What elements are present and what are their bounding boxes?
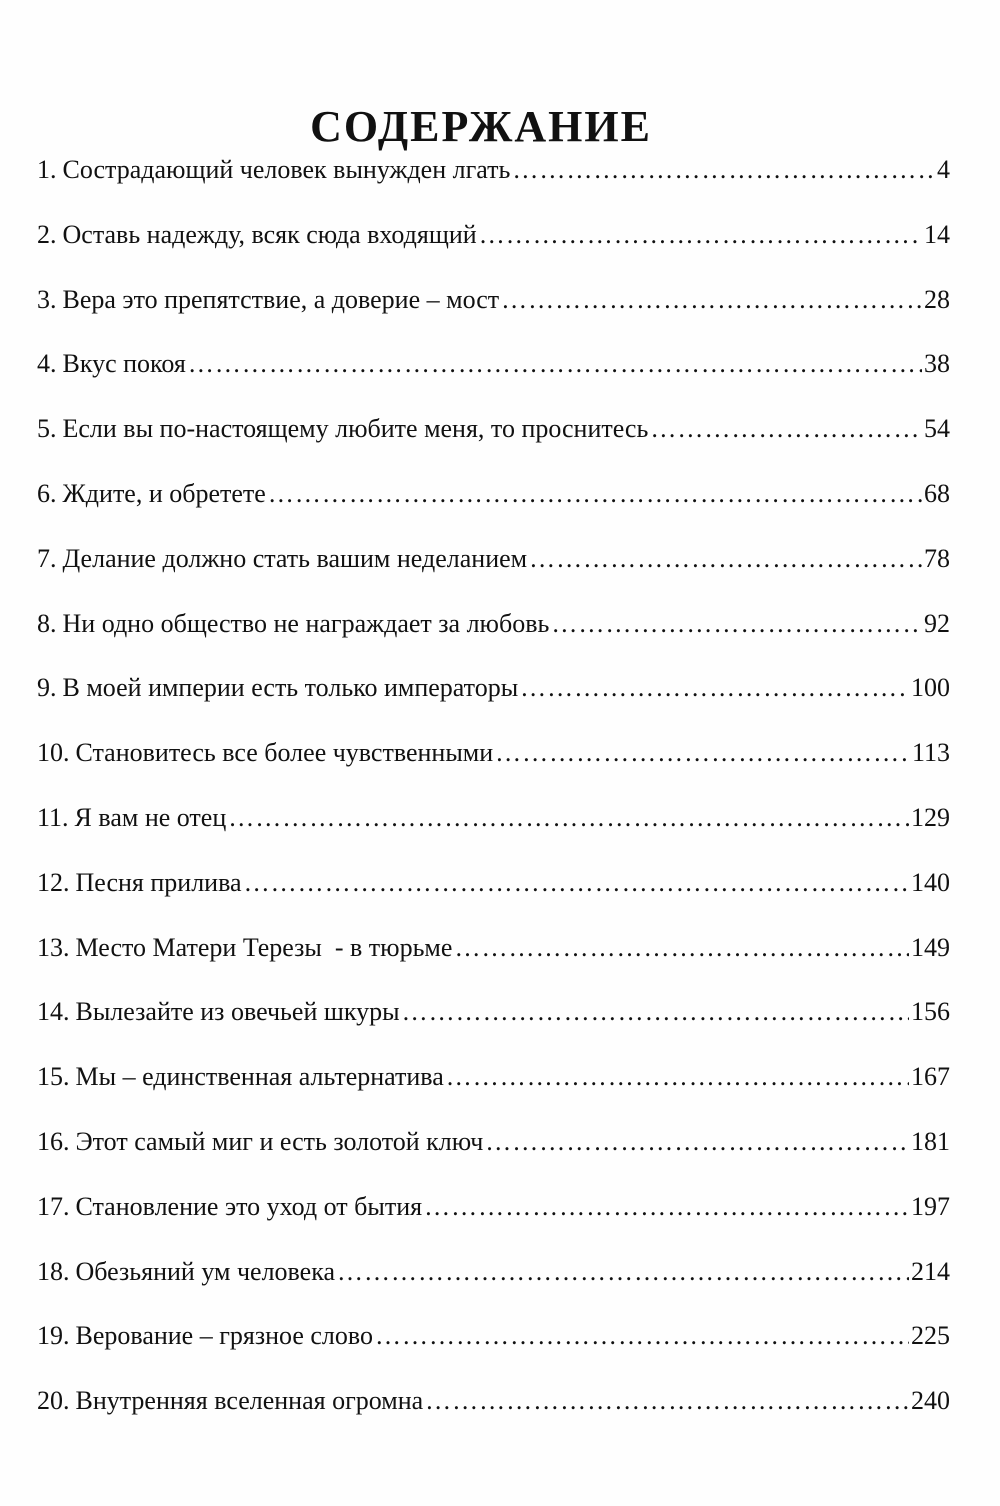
toc-entry-number: 7.	[37, 543, 57, 573]
toc-entry-title: Место Матери Терезы - в тюрьме	[75, 932, 453, 962]
toc-entry	[37, 150, 950, 215]
toc-entry-title: Этот самый миг и есть золотой ключ	[75, 1126, 484, 1156]
toc-entry-title: Делание должно стать вашим неделанием	[62, 543, 528, 573]
toc-entry-title: Верование – грязное слово	[75, 1321, 374, 1351]
dot-leader	[454, 928, 909, 968]
toc-entry-title: Сострадающий человек вынужден лгать	[62, 155, 511, 184]
toc-entry	[37, 409, 950, 474]
toc-entry	[37, 1187, 950, 1252]
dot-leader	[337, 1252, 909, 1292]
dot-leader	[402, 992, 909, 1032]
toc-entry-number: 5.	[37, 414, 57, 444]
dot-leader	[446, 1057, 909, 1097]
dot-leader	[228, 798, 909, 838]
toc-entry	[37, 1122, 950, 1187]
toc-entry-number: 12.	[37, 867, 70, 897]
toc-entry-title: Если вы по-настоящему любите меня, то проснитесь	[62, 414, 649, 444]
dot-leader	[244, 863, 909, 903]
toc-entry	[37, 474, 950, 539]
toc-entry	[37, 798, 950, 863]
dot-leader	[188, 344, 922, 384]
toc-entry-number: 13.	[37, 932, 70, 962]
toc-entry-page: 225	[911, 1321, 950, 1351]
toc-entry-number: 1.	[37, 155, 57, 184]
toc-entry-page: 167	[911, 1062, 950, 1092]
dot-leader	[551, 604, 922, 644]
dot-leader	[512, 150, 935, 190]
toc-entry-title: Внутренняя вселенная огромна	[75, 1386, 424, 1416]
dot-leader	[375, 1316, 909, 1356]
toc-entry-page: 129	[911, 802, 950, 832]
dot-leader	[650, 409, 922, 449]
toc-entry-title: Ждите, и обретете	[62, 478, 266, 508]
toc-entry-title: Вера это препятствие, а доверие – мост	[62, 284, 500, 314]
toc-entry	[37, 215, 950, 280]
toc-entry	[37, 604, 950, 669]
dot-leader	[529, 539, 922, 579]
toc-entry-page: 149	[911, 932, 950, 962]
toc-entry	[37, 928, 950, 993]
page-title: СОДЕРЖАНИЕ	[310, 102, 652, 152]
toc-entry-number: 18.	[37, 1256, 70, 1286]
dot-leader	[268, 474, 922, 514]
toc-entry-page: 38	[924, 349, 950, 379]
toc-entry-title: Становление это уход от бытия	[75, 1191, 423, 1221]
toc-entry-number: 17.	[37, 1191, 70, 1221]
toc-entry	[37, 1057, 950, 1122]
toc-entry	[37, 344, 950, 409]
toc-entry-number: 14.	[37, 997, 70, 1027]
toc-entry-title: Вылезайте из овечьей шкуры	[75, 997, 400, 1027]
toc-entry	[37, 992, 950, 1057]
toc-entry-page: 156	[911, 997, 950, 1027]
toc-entry-page: 140	[911, 867, 950, 897]
toc-entry-number: 3.	[37, 284, 57, 314]
toc-entry-title: Обезьяний ум человека	[75, 1256, 335, 1286]
toc-entry-title: Песня прилива	[75, 867, 242, 897]
toc-entry-number: 6.	[37, 478, 57, 508]
toc-entry-number: 19.	[37, 1321, 70, 1351]
dot-leader	[485, 1122, 909, 1162]
toc-entry-title: Становитесь все более чувственными	[75, 738, 494, 768]
toc-entry-title: Мы – единственная альтернатива	[75, 1062, 444, 1092]
dot-leader	[495, 733, 910, 773]
toc-entry	[37, 668, 950, 733]
toc-entry-page: 78	[924, 543, 950, 573]
toc-entry-page: 214	[911, 1256, 950, 1286]
toc-entry-page: 181	[911, 1126, 950, 1156]
dot-leader	[520, 668, 909, 708]
toc-entry-page: 113	[911, 738, 950, 768]
toc-entry-number: 20.	[37, 1386, 70, 1416]
toc-entry-page: 54	[924, 414, 950, 444]
dot-leader	[425, 1381, 909, 1421]
toc-entry-number: 8.	[37, 608, 57, 638]
toc-entry-number: 11.	[37, 802, 69, 832]
toc-entry-number: 4.	[37, 349, 57, 379]
toc-entry-page: 197	[911, 1191, 950, 1221]
dot-leader	[424, 1187, 909, 1227]
toc-entry-number: 16.	[37, 1126, 70, 1156]
table-of-contents	[37, 150, 950, 1446]
toc-entry-title: Оставь надежду, всяк сюда входящий	[62, 219, 477, 249]
toc-entry	[37, 733, 950, 798]
toc-entry-number: 10.	[37, 738, 70, 768]
toc-entry	[37, 1381, 950, 1446]
toc-entry-page: 240	[911, 1386, 950, 1416]
toc-entry	[37, 280, 950, 345]
toc-entry-number: 9.	[37, 673, 57, 703]
toc-entry-page: 68	[924, 478, 950, 508]
toc-entry-title: Вкус покоя	[62, 349, 186, 379]
toc-entry-number: 2.	[37, 219, 57, 249]
toc-entry-page: 100	[911, 673, 950, 703]
toc-entry-page: 4	[937, 155, 950, 184]
dot-leader	[479, 215, 922, 255]
toc-entry	[37, 863, 950, 928]
toc-entry-page: 92	[924, 608, 950, 638]
toc-entry-number: 15.	[37, 1062, 70, 1092]
dot-leader	[501, 280, 922, 320]
toc-entry	[37, 539, 950, 604]
toc-entry	[37, 1252, 950, 1317]
toc-entry-title: Я вам не отец	[74, 802, 227, 832]
toc-entry-title: В моей империи есть только императоры	[62, 673, 519, 703]
toc-entry-page: 28	[924, 284, 950, 314]
toc-entry-title: Ни одно общество не награждает за любовь	[62, 608, 550, 638]
toc-entry-page: 14	[924, 219, 950, 249]
toc-entry	[37, 1316, 950, 1381]
